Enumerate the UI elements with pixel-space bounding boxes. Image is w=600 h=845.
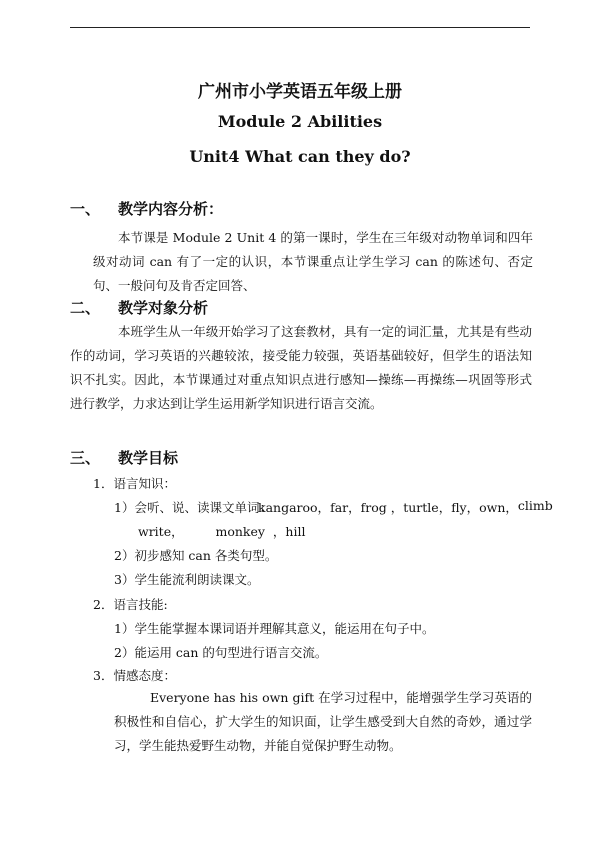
objective-knowledge-item-1 xyxy=(114,498,272,516)
objective-knowledge-label: 1．语言知识： xyxy=(93,476,176,491)
section-2-title: 教学对象分析 xyxy=(118,299,209,317)
vocab-word: far， xyxy=(330,500,361,515)
vocab-line-1 xyxy=(258,498,553,516)
vocab-word: fly， xyxy=(451,500,480,515)
vocab-word: write， xyxy=(138,524,184,539)
unit-title: Unit4 What can they do? xyxy=(189,147,411,166)
objective-knowledge-item-2: 2）初步感知 can 各类句型。 xyxy=(114,548,278,563)
vocab-word: kangaroo， xyxy=(258,500,331,515)
section-2-paragraph: 本班学生从一年级开始学习了这套教材，具有一定的词汇量，尤其是有些动作的动词，学习英语的兴趣较浓，接受能力较强，英语基础较好，但学生的语法知识不扎实。因此，本节课通过对重点知识点进行感知—操练—再操练—巩固等形式进行教学，力求达到让学生运用新学知识进行语言交流。 xyxy=(70,324,532,411)
vocab-word: frog ，turtle， xyxy=(360,500,452,515)
vocab-line-2 xyxy=(138,522,305,540)
section-1-paragraph: 本节课是 Module 2 Unit 4 的第一课时，学生在三年级对动物单词和四年级对动词 can 有了一定的认识，本节课重点让学生学习 can 的陈述句、否定句、一般问句及肯否定回答、 xyxy=(93,230,533,293)
knowledge-item-1-prefix: 1）会听、说、读课文单词： xyxy=(114,500,272,515)
section-3-number: 三、 xyxy=(70,449,101,467)
vocab-word: monkey ，hill xyxy=(215,524,306,539)
section-3-title: 教学目标 xyxy=(118,449,179,467)
objective-knowledge-item-3: 3）学生能流利朗读课文。 xyxy=(114,572,260,587)
section-1-number: 一、 xyxy=(70,200,101,218)
objective-skills-label: 2．语言技能: xyxy=(93,597,168,612)
section-3-heading xyxy=(70,447,178,468)
objective-skills-item-1: 1）学生能掌握本课词语并理解其意义，能运用在句子中。 xyxy=(114,621,435,636)
module-title: Module 2 Abilities xyxy=(217,112,383,131)
objective-attitude-label: 3．情感态度： xyxy=(93,668,176,683)
section-2-number: 二、 xyxy=(70,299,101,317)
top-rule xyxy=(70,27,530,28)
section-2-heading xyxy=(70,297,208,318)
objective-skills-item-2: 2）能运用 can 的句型进行语言交流。 xyxy=(114,645,328,660)
section-1-title: 教学内容分析： xyxy=(118,200,224,218)
objective-attitude-paragraph: Everyone has his own gift 在学习过程中，能增强学生学习英语的积极性和自信心，扩大学生的知识面，让学生感受到大自然的奇妙，通过学习，学生能热爱野生动物，并能自觉保护野生动物。 xyxy=(114,690,532,753)
document-title: 广州市小学英语五年级上册 xyxy=(198,82,402,102)
vocab-word: climb xyxy=(517,498,553,513)
section-1-heading xyxy=(70,198,223,219)
vocab-word: own， xyxy=(479,500,518,515)
